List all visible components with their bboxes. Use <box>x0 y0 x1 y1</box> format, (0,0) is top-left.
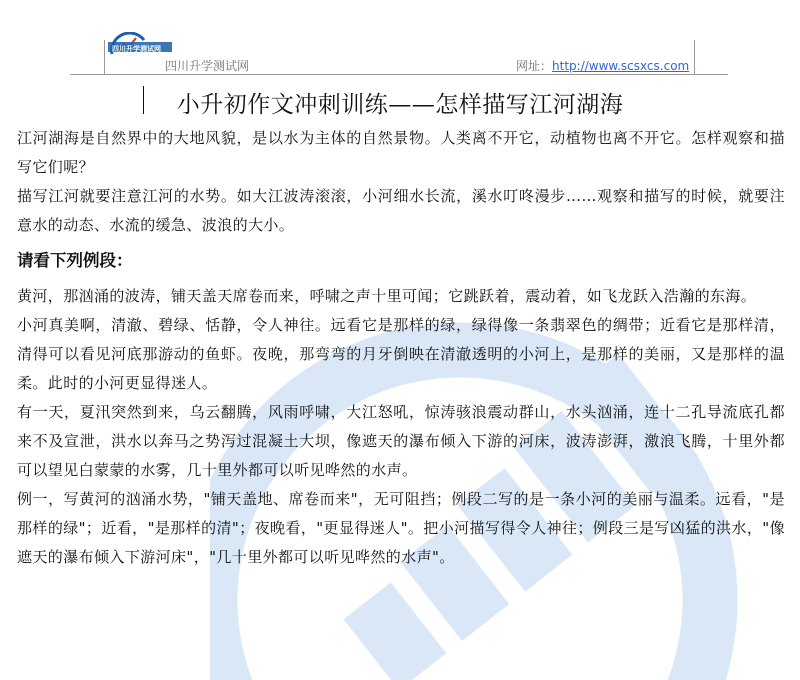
site-url-link[interactable]: http://www.scsxcs.com <box>552 59 690 73</box>
intro-paragraph: 江河湖海是自然界中的大地风貌，是以水为主体的自然景物。人类离不开它，动植物也离不开它。怎样观察和描写它们呢？ <box>17 129 785 176</box>
document-title: 小升初作文冲刺训练——怎样描写江河湖海 <box>176 92 624 118</box>
site-url-line <box>516 57 689 74</box>
logo-text: 四川升学测试网 <box>112 45 161 53</box>
page-header <box>0 0 800 80</box>
analysis-paragraph: 例一，写黄河的汹涌水势，"铺天盖地、席卷而来"，无可阻挡；例段二写的是一条小河的美丽与温柔。远看，"是那样的绿"；近看，"是那样的清"；夜晚看，"更显得迷人"。把小河描写得令人神往；例段三是写凶猛的洪水，"像遮天的瀑布倾入下游河床"，"几十里外都可以听见哗然的水声"。 <box>17 490 785 566</box>
method-paragraph: 描写江河就要注意江河的水势。如大江波涛滚滚，小河细水长流，溪水叮咚漫步……观察和描写的时候，就要注意水的动态、水流的缓急、波浪的大小。 <box>17 187 785 234</box>
example-paragraph-2: 小河真美啊，清澈、碧绿、恬静，令人神往。远看它是那样的绿，绿得像一条翡翠色的绸带；近看它是那样清，清得可以看见河底那游动的鱼虾。夜晚，那弯弯的月牙倒映在清澈透明的小河上，是那样的美丽，又是那样的温柔。此时的小河更显得迷人。 <box>17 316 785 392</box>
header-divider <box>104 74 694 75</box>
section-heading: 请看下列例段： <box>17 251 133 270</box>
example-paragraph-3: 有一天，夏汛突然到来，乌云翻腾，风雨呼啸，大江怒吼，惊涛骇浪震动群山，水头汹涌，连十二孔导流底孔都来不及宣泄，洪水以奔马之势泻过混凝土大坝，像遮天的瀑布倾入下游的河床，波涛澎湃，激浪飞腾，十里外都可以望见白蒙蒙的水雾，几十里外都可以听见哗然的水声。 <box>17 403 785 479</box>
example-paragraph-1: 黄河，那汹涌的波涛，铺天盖天席卷而来，呼啸之声十里可闻；它跳跃着，震动着，如飞龙跃入浩瀚的东海。 <box>17 287 757 305</box>
document-body <box>17 124 785 572</box>
url-label: 网址： <box>516 59 553 73</box>
site-name: 四川升学测试网 <box>165 59 250 73</box>
